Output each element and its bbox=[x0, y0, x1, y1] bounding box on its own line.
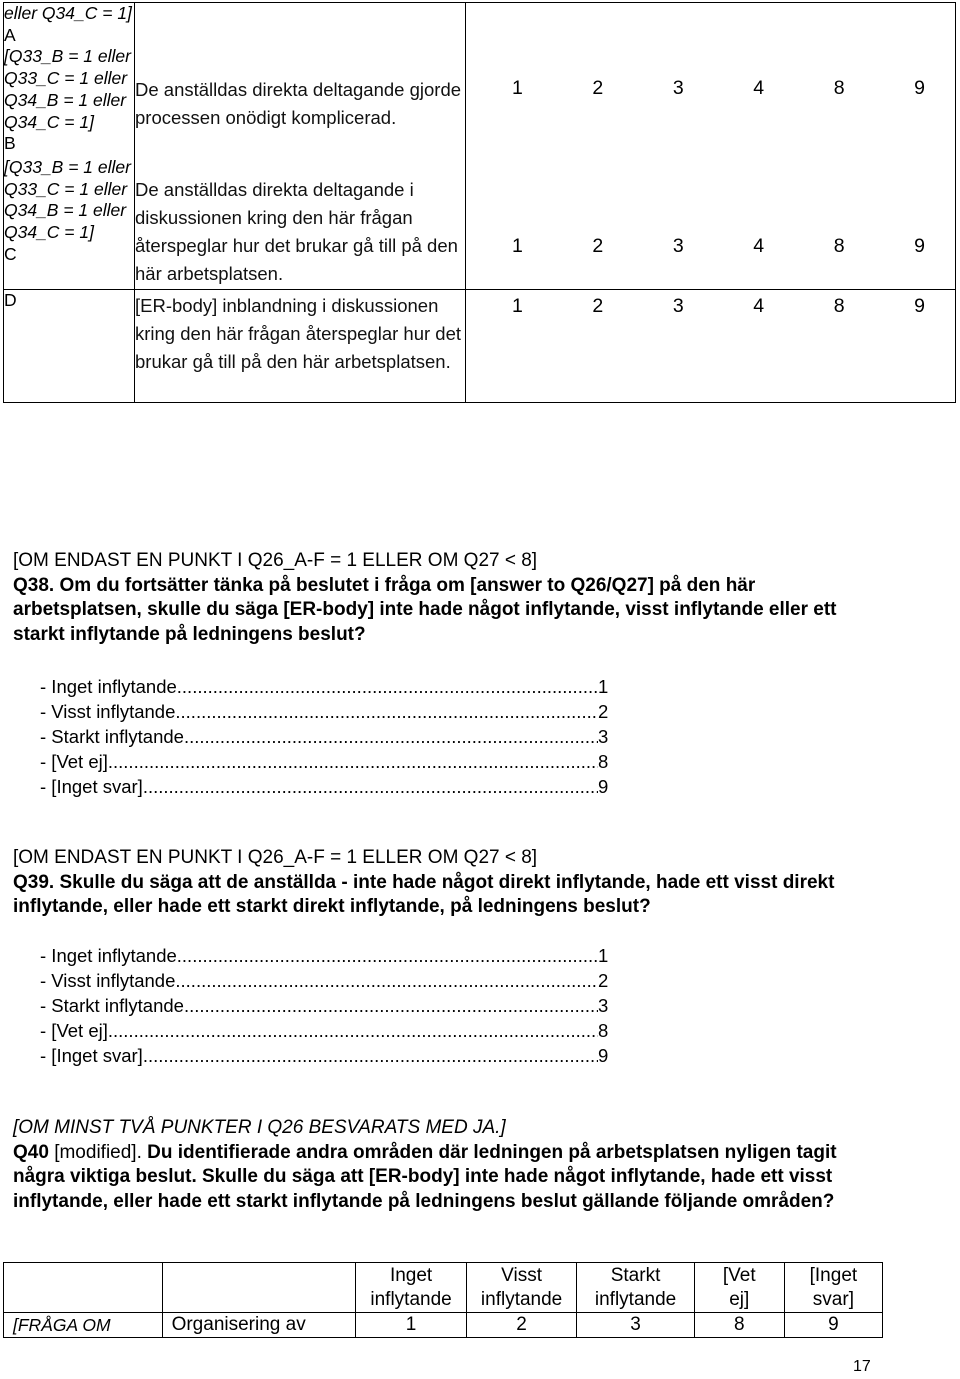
scale-value: 4 bbox=[753, 235, 765, 257]
scale-value: 3 bbox=[672, 235, 684, 257]
option-label: - [Vet ej] bbox=[40, 1020, 108, 1041]
row-value: 2 bbox=[466, 1313, 577, 1338]
table-row bbox=[4, 290, 956, 403]
q40-block bbox=[13, 1116, 883, 1214]
row-condition: [FRÅGA OM bbox=[4, 1313, 163, 1338]
scale-value: 4 bbox=[753, 77, 765, 99]
option-code: 1 bbox=[598, 945, 609, 966]
list-item bbox=[40, 749, 612, 774]
option-code: 2 bbox=[598, 701, 609, 722]
scale-value: 1 bbox=[512, 235, 523, 257]
q40-text: Du identifierade andra områden där ledningen på arbetsplatsen nyligen tagit några viktiga beslut. Skulle du säga att [ER-body] inte hade något inflytande, hade ett visst inflytande, eller hade ett starkt inflytande på ledningens beslut gällande följande områden? bbox=[13, 1141, 837, 1212]
scale-value: 1 bbox=[512, 295, 523, 317]
header-cell-empty bbox=[162, 1263, 356, 1313]
list-item bbox=[40, 968, 612, 993]
q40-question bbox=[13, 1141, 883, 1215]
response-grid-table bbox=[3, 2, 956, 403]
statement-text: [ER-body] inblandning i diskussionen kring den här frågan återspeglar hur det brukar gå till på den här arbetsplatsen. bbox=[135, 295, 462, 372]
option-label: - Starkt inflytande bbox=[40, 995, 184, 1016]
column-header: [Vet ej] bbox=[694, 1263, 784, 1313]
list-item bbox=[40, 993, 612, 1018]
condition-cell bbox=[4, 290, 135, 403]
scale-value: 2 bbox=[592, 77, 604, 99]
q38-number: Q38. bbox=[13, 574, 55, 596]
column-header: Visst inflytande bbox=[466, 1263, 577, 1313]
row-value: 8 bbox=[694, 1313, 784, 1338]
option-code: 3 bbox=[598, 995, 609, 1016]
scale-value: 1 bbox=[512, 77, 523, 99]
column-header: [Inget svar] bbox=[784, 1263, 882, 1313]
row-value: 9 bbox=[784, 1313, 882, 1338]
scale-row bbox=[466, 235, 955, 258]
list-item bbox=[40, 1018, 612, 1043]
scale-value: 3 bbox=[672, 77, 684, 99]
scale-row bbox=[466, 295, 955, 318]
statement-cell bbox=[135, 290, 466, 403]
row-letter: D bbox=[4, 290, 17, 310]
scale-value: 8 bbox=[833, 235, 845, 257]
scale-value: 9 bbox=[914, 295, 925, 317]
condition-cell bbox=[4, 3, 135, 290]
option-code: 3 bbox=[598, 726, 609, 747]
q39-filter: [OM ENDAST EN PUNKT I Q26_A-F = 1 ELLER OM Q27 < 8] bbox=[13, 847, 538, 868]
option-label: - [Vet ej] bbox=[40, 751, 108, 772]
option-code: 2 bbox=[598, 970, 609, 991]
option-label: - [Inget svar] bbox=[40, 776, 143, 797]
option-label: - Visst inflytande bbox=[40, 970, 176, 991]
statement-text: De anställdas direkta deltagande i diskussionen kring den här frågan återspeglar hur det brukar gå till på den här arbetsplatsen. bbox=[135, 179, 458, 284]
list-item bbox=[40, 774, 612, 799]
q38-options bbox=[40, 674, 612, 799]
page-number: 17 bbox=[853, 1358, 871, 1375]
q39-block bbox=[13, 846, 883, 920]
scale-value: 9 bbox=[914, 77, 925, 99]
statement-text: De anställdas direkta deltagande gjorde processen onödigt komplicerad. bbox=[135, 79, 462, 128]
q40-number: Q40 bbox=[13, 1141, 49, 1163]
scale-value: 9 bbox=[914, 235, 925, 257]
scale-value: 2 bbox=[592, 295, 604, 317]
scale-cell bbox=[466, 290, 956, 403]
q40-filter: [OM MINST TVÅ PUNKTER I Q26 BESVARATS MED JA.] bbox=[13, 1117, 506, 1138]
list-item bbox=[40, 699, 612, 724]
q39-text: Skulle du säga att de anställda - inte hade något direkt inflytande, hade ett visst direkt inflytande, eller hade ett starkt direkt inflytande, på ledningens beslut? bbox=[13, 871, 835, 917]
row-letter: C bbox=[4, 243, 17, 264]
list-item bbox=[40, 1043, 612, 1068]
option-label: - Inget inflytande bbox=[40, 945, 177, 966]
row-value: 1 bbox=[356, 1313, 467, 1338]
q40-table bbox=[3, 1262, 883, 1338]
row-letter: A bbox=[4, 24, 16, 45]
option-code: 1 bbox=[598, 676, 609, 697]
option-label: - Visst inflytande bbox=[40, 701, 176, 722]
scale-value: 2 bbox=[592, 235, 604, 257]
statement-cell bbox=[135, 3, 466, 290]
condition-text: [Q33_B = 1 eller Q33_C = 1 eller Q34_B = 1 eller Q34_C = 1] bbox=[4, 46, 131, 132]
scale-cell bbox=[466, 3, 956, 290]
table-header-row bbox=[4, 1263, 883, 1313]
q39-question bbox=[13, 871, 883, 920]
column-header: Inget inflytande bbox=[356, 1263, 467, 1313]
option-code: 9 bbox=[598, 1045, 609, 1066]
q38-filter: [OM ENDAST EN PUNKT I Q26_A-F = 1 ELLER OM Q27 < 8] bbox=[13, 550, 538, 571]
table-row bbox=[4, 3, 956, 290]
q40-modified: [modified]. bbox=[54, 1141, 142, 1163]
option-code: 8 bbox=[598, 1020, 609, 1041]
scale-value: 8 bbox=[833, 77, 845, 99]
option-code: 9 bbox=[598, 776, 609, 797]
row-label: Organisering av bbox=[162, 1313, 356, 1338]
condition-text: eller Q34_C = 1] bbox=[4, 3, 132, 23]
q38-block bbox=[13, 549, 883, 647]
list-item bbox=[40, 943, 612, 968]
scale-row bbox=[466, 77, 955, 100]
table-row bbox=[4, 1313, 883, 1338]
header-cell-empty bbox=[4, 1263, 163, 1313]
row-value: 3 bbox=[577, 1313, 694, 1338]
scale-value: 4 bbox=[753, 295, 765, 317]
row-letter: B bbox=[4, 133, 16, 154]
q39-options bbox=[40, 943, 612, 1068]
q39-number: Q39. bbox=[13, 871, 55, 893]
scale-value: 3 bbox=[672, 295, 684, 317]
option-label: - [Inget svar] bbox=[40, 1045, 143, 1066]
q38-question bbox=[13, 574, 883, 648]
option-label: - Starkt inflytande bbox=[40, 726, 184, 747]
option-code: 8 bbox=[598, 751, 609, 772]
column-header: Starkt inflytande bbox=[577, 1263, 694, 1313]
condition-text: [Q33_B = 1 eller Q33_C = 1 eller Q34_B = 1 eller Q34_C = 1] bbox=[4, 156, 131, 243]
option-label: - Inget inflytande bbox=[40, 676, 177, 697]
list-item bbox=[40, 724, 612, 749]
q38-text: Om du fortsätter tänka på beslutet i fråga om [answer to Q26/Q27] på den här arbetsplatsen, skulle du säga [ER-body] inte hade något inflytande, visst inflytande eller ett starkt inflytande på ledningens beslut? bbox=[13, 574, 837, 645]
scale-value: 8 bbox=[833, 295, 845, 317]
list-item bbox=[40, 674, 612, 699]
